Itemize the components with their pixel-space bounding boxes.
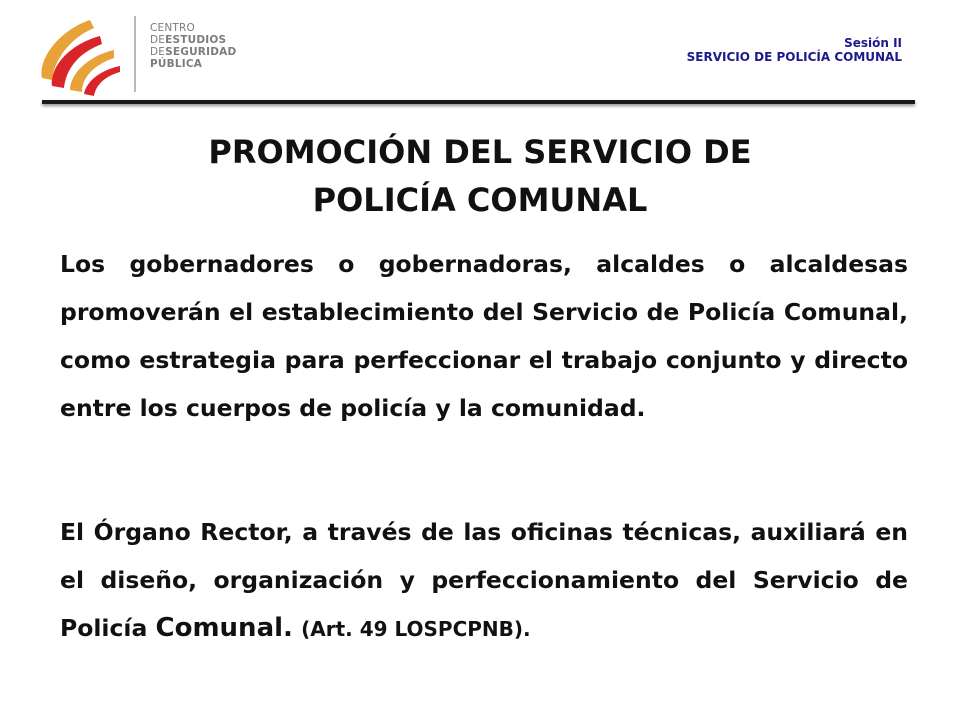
header-session-info <box>687 36 902 64</box>
logo-text <box>150 22 236 70</box>
paragraph-1: Los gobernadores o gobernadoras, alcaldes o alcaldesas promoverán el establecimiento del Servicio de Policía Comunal, como estrategia para perfeccionar el trabajo conjunto y directo entre los cuerpos de policía y la comunidad. <box>60 250 908 422</box>
paragraph-2-text: El Órgano Rector, a través de las oficinas técnicas, auxiliará en el diseño, organización y perfeccionamiento del Servicio de Policía <box>60 518 908 642</box>
session-label: Sesión II <box>844 36 902 50</box>
article-reference: (Art. 49 LOSPCPNB). <box>301 617 531 641</box>
slide-title-line: POLICÍA COMUNAL <box>312 181 648 219</box>
logo-line: DE <box>150 46 166 58</box>
header-divider <box>42 100 915 104</box>
logo-line: DE <box>150 34 166 46</box>
logo-line: SEGURIDAD <box>165 46 237 58</box>
logo-line: PÚBLICA <box>150 58 203 70</box>
logo-line: CENTRO <box>150 22 195 34</box>
paragraph-2 <box>60 508 908 653</box>
paragraph-2-last-word: Comunal. <box>155 613 293 643</box>
logo <box>30 8 237 98</box>
slide-title-line: PROMOCIÓN DEL SERVICIO DE <box>208 133 752 171</box>
logo-emblem-icon <box>30 8 150 98</box>
session-subtitle: SERVICIO DE POLICÍA COMUNAL <box>686 50 902 64</box>
logo-line: ESTUDIOS <box>165 34 227 46</box>
slide-title <box>0 128 960 224</box>
